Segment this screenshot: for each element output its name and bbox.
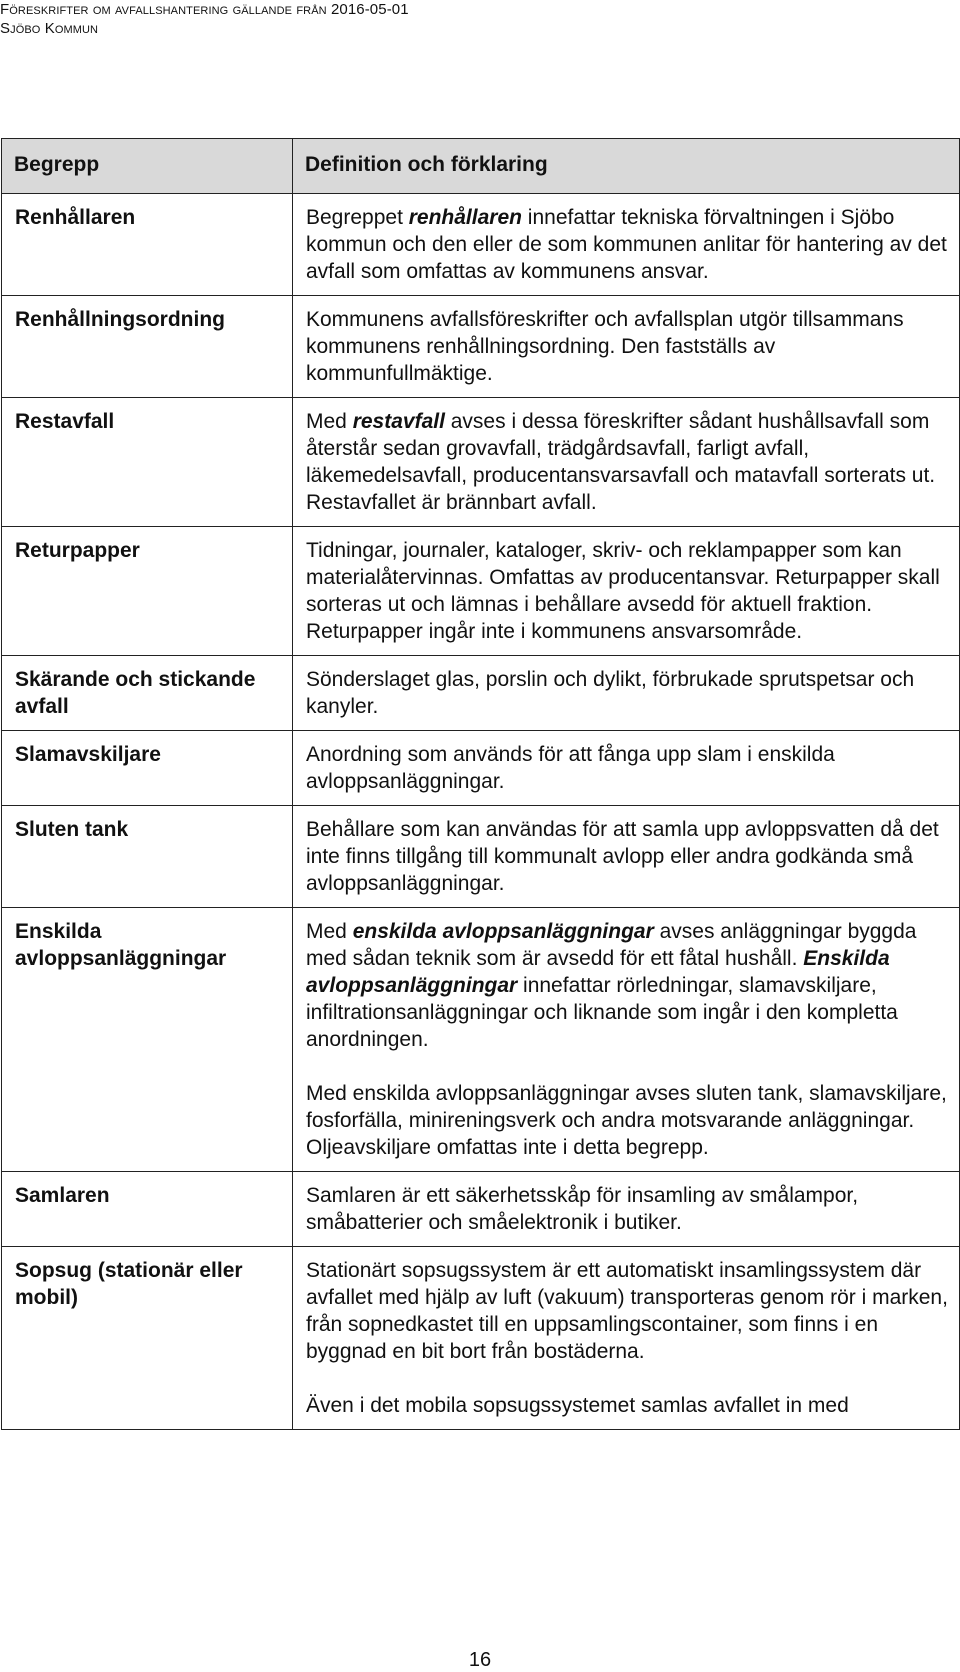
keyword-text: enskilda avloppsanläggningar: [352, 920, 654, 943]
table-row: [2, 656, 960, 731]
definition-text: Tidningar, journaler, kataloger, skriv- och reklampapper som kan materialåtervinnas. Omfattas av producentansvar. Returpapper skall sorteras ut och lämnas i behållare avsedd för aktuell fraktion. Returpapper ingår inte i kommunens ansvarsområde.: [306, 539, 940, 643]
term-cell: Skärande och stickande avfall: [2, 656, 293, 731]
term-cell: Sluten tank: [2, 806, 293, 908]
table-row: [2, 527, 960, 656]
keyword-text: Enskilda avloppsanläggningar: [306, 947, 890, 997]
table-row: [2, 194, 960, 296]
definition-paragraph: [306, 741, 951, 795]
term-cell: Sopsug (stationär eller mobil): [2, 1247, 293, 1430]
table-row: [2, 1247, 960, 1430]
definition-cell: [293, 398, 960, 527]
municipality-name: Sjöbo Kommun: [0, 20, 99, 37]
definition-cell: [293, 731, 960, 806]
term-cell: Samlaren: [2, 1172, 293, 1247]
definitions-table: [1, 138, 960, 1430]
definition-text: Med enskilda avloppsanläggningar avses sluten tank, slamavskiljare, fosforfälla, minireningsverk och andra motsvarande anläggningar. Oljeavskiljare omfattas inte i detta begrepp.: [306, 1082, 947, 1159]
definition-text: Även i det mobila sopsugssystemet samlas avfallet in med: [306, 1394, 849, 1417]
definition-paragraph: [306, 1257, 951, 1365]
column-header-definition: Definition och förklaring: [293, 139, 960, 194]
definition-text: Med: [306, 920, 353, 943]
definition-text: Begreppet: [306, 206, 409, 229]
definition-paragraph: [306, 1392, 951, 1419]
term-cell: Restavfall: [2, 398, 293, 527]
definition-cell: [293, 1247, 960, 1430]
definition-paragraph: [306, 1182, 951, 1236]
definition-paragraph: [306, 306, 951, 387]
definition-cell: [293, 1172, 960, 1247]
term-cell: Renhållningsordning: [2, 296, 293, 398]
table-body: [2, 194, 960, 1430]
term-cell: Returpapper: [2, 527, 293, 656]
keyword-text: restavfall: [352, 410, 445, 433]
table-header-row: [2, 139, 960, 194]
definition-text: Med: [306, 410, 353, 433]
table-row: [2, 908, 960, 1172]
term-cell: Enskilda avloppsanläggningar: [2, 908, 293, 1172]
definition-cell: [293, 296, 960, 398]
table-row: [2, 296, 960, 398]
term-cell: Slamavskiljare: [2, 731, 293, 806]
definition-paragraph: [306, 666, 951, 720]
table-row: [2, 731, 960, 806]
document-title: Föreskrifter om avfallshantering gällande från 2016-05-01: [0, 1, 409, 18]
definition-text: Stationärt sopsugssystem är ett automatiskt insamlingssystem där avfallet med hjälp av luft (vakuum) transporteras genom rör i marken, från sopnedkastet till en uppsamlingscontainer, som finns i en byggnad en bit bort från bostäderna.: [306, 1259, 948, 1363]
definition-paragraph: [306, 1080, 951, 1161]
definition-cell: [293, 908, 960, 1172]
keyword-text: renhållaren: [408, 206, 522, 229]
term-cell: Renhållaren: [2, 194, 293, 296]
definition-paragraph: [306, 918, 951, 1053]
definition-text: avses i dessa föreskrifter sådant hushållsavfall som återstår sedan grovavfall, trädgårdsavfall, farligt avfall, läkemedelsavfall, producentansvarsavfall och matavfall sorterats ut. Restavfallet är brännbart avfall.: [306, 410, 936, 514]
table-row: [2, 1172, 960, 1247]
definition-cell: [293, 806, 960, 908]
definition-paragraph: [306, 408, 951, 516]
table-row: [2, 398, 960, 527]
column-header-term: Begrepp: [2, 139, 293, 194]
definition-text: Behållare som kan användas för att samla upp avloppsvatten då det inte finns tillgång till kommunalt avlopp eller andra godkända små avloppsanläggningar.: [306, 818, 939, 895]
definition-text: Sönderslaget glas, porslin och dylikt, förbrukade sprutspetsar och kanyler.: [306, 668, 915, 718]
definition-paragraph: [306, 816, 951, 897]
definition-text: innefattar tekniska förvaltningen i Sjöbo kommun och den eller de som kommunen anlitar för hantering av det avfall som omfattas av kommunens ansvar.: [306, 206, 947, 283]
definition-cell: [293, 527, 960, 656]
definition-text: Kommunens avfallsföreskrifter och avfallsplan utgör tillsammans kommunens renhållningsordning. Den fastställs av kommunfullmäktige.: [306, 308, 904, 385]
definition-text: Samlaren är ett säkerhetsskåp för insamling av smålampor, småbatterier och småelektronik i butiker.: [306, 1184, 859, 1234]
definition-text: avses anläggningar byggda med sådan teknik som är avsedd för ett fåtal hushåll.: [306, 920, 917, 970]
page-number: 16: [468, 1649, 492, 1671]
definition-text: Anordning som används för att fånga upp slam i enskilda avloppsanläggningar.: [306, 743, 835, 793]
table-row: [2, 806, 960, 908]
definition-paragraph: [306, 204, 951, 285]
definition-paragraph: [306, 537, 951, 645]
definition-cell: [293, 194, 960, 296]
definition-cell: [293, 656, 960, 731]
definition-text: innefattar rörledningar, slamavskiljare, infiltrationsanläggningar och liknande som ingår i den kompletta anordningen.: [306, 974, 898, 1051]
